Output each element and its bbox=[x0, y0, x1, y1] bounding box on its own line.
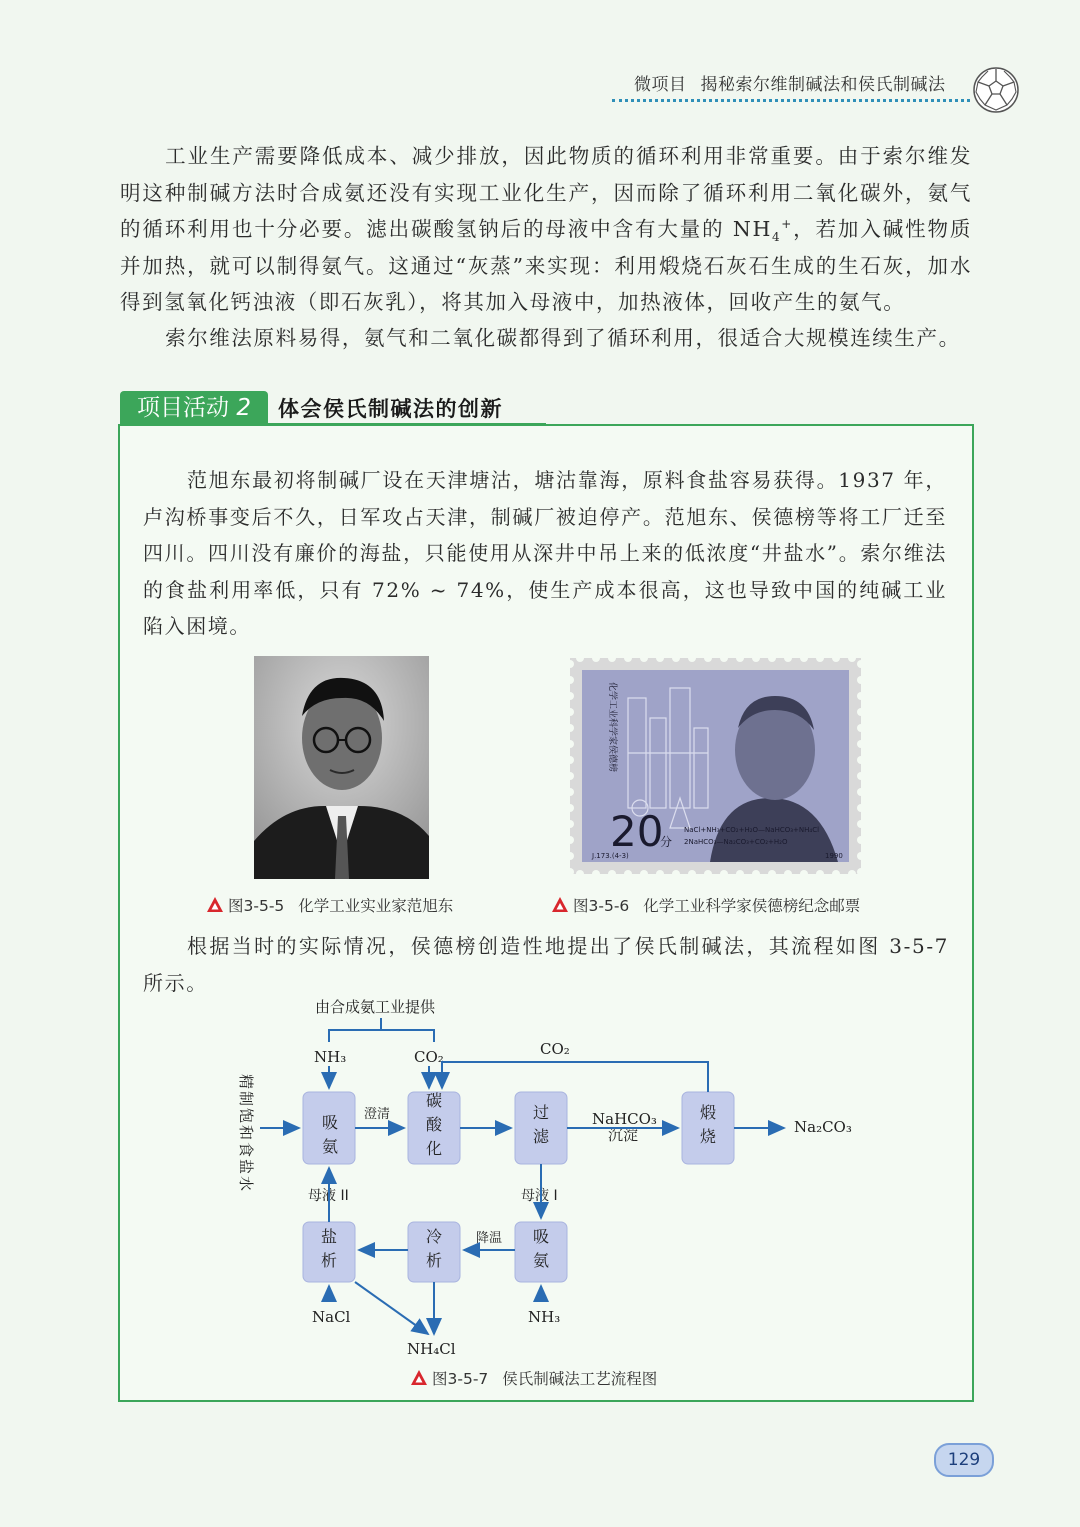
co2-recycle-arrow bbox=[442, 1062, 708, 1092]
mother-liquor-2-label: 母液 II bbox=[308, 1188, 349, 1204]
carbonate-box-text: 碳酸化 bbox=[425, 1091, 443, 1158]
intro-paragraph-1: 工业生产需要降低成本、减少排放，因此物质的循环利用非常重要。由于索尔维发明这种制碱方法时合成氨还没有实现工业化生产，因而除了循环利用二氧化碳外，氨气的循环利用也十分必要。滤出碳酸氢钠后的母液中含有大量的 $NH_4^+$，若加入碱性物质并加热，就可以制得氨气。这通过“灰蒸”来实现：利用煅烧石灰石生成的生石灰，加水得到氢氧化钙浊液（即石灰乳），将其加入母液中，加热液体，回收产生的氨气。 bbox=[120, 144, 972, 314]
header-title: 揭秘索尔维制碱法和侯氏制碱法 bbox=[700, 75, 946, 95]
page-number: 129 bbox=[934, 1443, 994, 1477]
activity-paragraph-1: 范旭东最初将制碱厂设在天津塘沽，塘沽靠海，原料食盐容易获得。1937 年，卢沟桥事变后不久，日军攻占天津，制碱厂被迫停产。范旭东、侯德榜等将工厂迁至四川。四川没有廉价的海盐，只能使用从深井中吊上来的低浓度“井盐水”。索尔维法的食盐利用率低，只有 72% ~ 74%，使生产成本很高，这也导致中国的纯碱工业陷入困境。 bbox=[143, 468, 947, 638]
absorb-box-2-text: 吸氨 bbox=[532, 1227, 550, 1270]
figure-caption-7: 图3-5-7 侯氏制碱法工艺流程图 bbox=[410, 1367, 657, 1389]
salt-out-box-text: 盐析 bbox=[320, 1227, 338, 1270]
stamp-value: 20 bbox=[610, 807, 664, 856]
nh4cl-label: NH₄Cl bbox=[407, 1340, 456, 1358]
clarify-label: 澄清 bbox=[364, 1107, 391, 1122]
nh3-label: NH₃ bbox=[314, 1048, 347, 1066]
feed-label: 精制饱和食盐水 bbox=[237, 1074, 255, 1194]
absorb-box-1-text: 吸氨 bbox=[319, 1114, 339, 1154]
activity-title: 体会侯氏制碱法的创新 bbox=[278, 396, 503, 421]
nacl-label: NaCl bbox=[312, 1308, 351, 1326]
source-label: 由合成氨工业提供 bbox=[315, 998, 436, 1016]
co2-recycle-label: CO₂ bbox=[540, 1040, 570, 1058]
cool-box-text: 冷析 bbox=[425, 1227, 443, 1270]
co2-label: CO₂ bbox=[414, 1048, 444, 1066]
running-header bbox=[634, 70, 946, 95]
source-bracket bbox=[329, 1030, 434, 1042]
triangle-marker-icon bbox=[206, 896, 224, 914]
process-flow-diagram bbox=[120, 990, 968, 1368]
header-series: 微项目 bbox=[634, 75, 687, 95]
activity-paragraph-2: 根据当时的实际情况，侯德榜创造性地提出了侯氏制碱法，其流程如图 3-5-7 所示。 bbox=[143, 934, 949, 995]
triangle-marker-icon bbox=[551, 896, 569, 914]
nh3-bottom-label: NH₃ bbox=[528, 1308, 561, 1326]
stamp-year: 1990 bbox=[825, 852, 843, 860]
cooling-label: 降温 bbox=[476, 1231, 503, 1246]
stamp-unit: 分 bbox=[660, 835, 673, 849]
header-dotted-rule bbox=[612, 95, 970, 102]
intro-paragraph-2: 索尔维法原料易得，氨气和二氧化碳都得到了循环利用，很适合大规模连续生产。 bbox=[165, 326, 961, 350]
precipitate-label-b: 沉淀 bbox=[608, 1126, 639, 1144]
commemorative-stamp bbox=[570, 658, 861, 874]
activity-tab: 项目活动 2 bbox=[120, 391, 268, 425]
triangle-marker-icon bbox=[410, 1369, 428, 1387]
figure-caption-5: 图3-5-5 化学工业实业家范旭东 bbox=[206, 894, 453, 916]
filter-box-text: 过滤 bbox=[532, 1103, 550, 1146]
portrait-photo bbox=[254, 656, 429, 879]
stamp-vertical-text: 化学工业科学家侯德榜 bbox=[607, 682, 617, 773]
stamp-code: J.173.(4-3) bbox=[592, 852, 629, 860]
precipitate-label-a: NaHCO₃ bbox=[592, 1110, 657, 1128]
activity-title-underline bbox=[268, 423, 546, 426]
stamp-equation-2: 2NaHCO₃—Na₂CO₃+CO₂+H₂O bbox=[684, 838, 788, 846]
product-label: Na₂CO₃ bbox=[794, 1118, 852, 1136]
figure-caption-6: 图3-5-6 化学工业科学家侯德榜纪念邮票 bbox=[551, 894, 860, 916]
nh4cl-arrow-from-saltout bbox=[355, 1282, 428, 1334]
calcine-box-text: 煅烧 bbox=[699, 1103, 717, 1146]
soccer-ball-icon bbox=[972, 66, 1020, 114]
mother-liquor-1-label: 母液 I bbox=[521, 1188, 558, 1204]
stamp-equation-1: NaCl+NH₃+CO₂+H₂O—NaHCO₃+NH₄Cl bbox=[684, 826, 820, 834]
